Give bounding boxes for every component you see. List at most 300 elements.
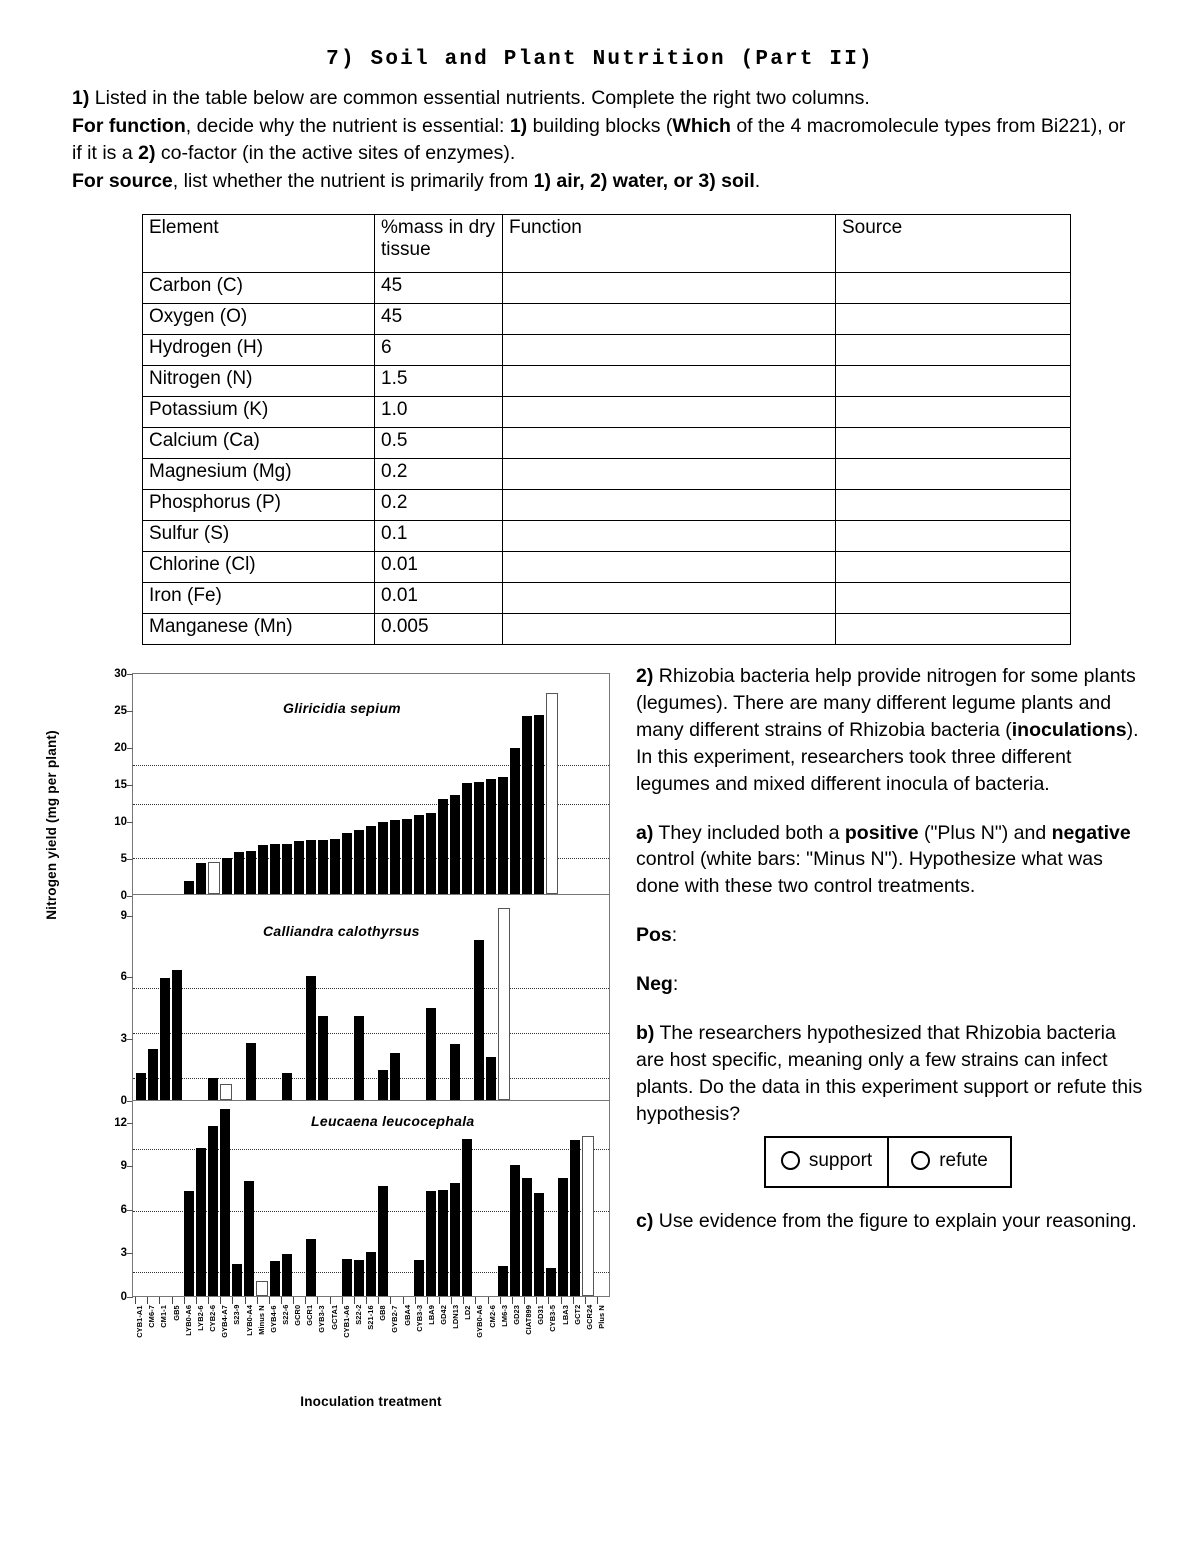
- bar: [354, 830, 364, 894]
- bar: [172, 970, 182, 1100]
- bar: [318, 840, 328, 894]
- x-tick-mark: [305, 1297, 315, 1304]
- cell-source[interactable]: [836, 365, 1071, 396]
- bar: [402, 819, 412, 894]
- x-tick-label: GB5: [171, 1305, 181, 1321]
- cell-source: [836, 427, 1071, 458]
- x-tick-mark: [245, 1297, 255, 1304]
- x-tick-mark: [475, 1297, 485, 1304]
- bar-group: [133, 674, 609, 894]
- bar: [366, 1252, 376, 1296]
- instruction-1-marker: 1): [72, 87, 90, 109]
- bar: [378, 822, 388, 894]
- positive-emphasis: positive: [844, 821, 919, 844]
- x-tick-mark: [536, 1297, 546, 1304]
- bar: [378, 1186, 388, 1296]
- bar: [256, 1281, 268, 1296]
- q2-text-a: Rhizobia bacteria help provide nitrogen for some plants (legumes). There are many different legume plants and many different strains of Rhizobia bacteria (: [636, 665, 1136, 741]
- bar: [450, 1183, 460, 1296]
- x-tick-mark: [220, 1297, 230, 1304]
- x-tick-mark: [232, 1297, 242, 1304]
- table-row: [143, 427, 1071, 458]
- x-tick-mark: [561, 1297, 571, 1304]
- x-tick-mark: [451, 1297, 461, 1304]
- x-tick-mark: [172, 1297, 182, 1304]
- bar: [246, 1043, 256, 1100]
- bar: [498, 1266, 508, 1296]
- bar: [232, 1264, 242, 1296]
- bar: [510, 1165, 520, 1296]
- x-tick-mark: [390, 1297, 400, 1304]
- neg-colon: :: [672, 973, 679, 996]
- bar: [184, 881, 194, 894]
- bar: [462, 1139, 472, 1296]
- bar: [306, 1239, 316, 1296]
- y-tick-label: 12: [114, 1116, 127, 1129]
- bar: [498, 908, 510, 1100]
- cell-mass: 45: [375, 272, 503, 303]
- x-tick-mark: [378, 1297, 388, 1304]
- bar: [366, 826, 376, 894]
- cell-mass: 0.2: [375, 458, 503, 489]
- x-axis-title: Inoculation treatment: [300, 1394, 442, 1409]
- x-tick-label: CYB1-A1: [135, 1305, 145, 1338]
- x-tick-mark: [330, 1297, 340, 1304]
- x-tick-label: LBA9: [426, 1305, 436, 1325]
- x-tick-mark: [463, 1297, 473, 1304]
- cell-function[interactable]: [503, 303, 836, 334]
- function-text-a: , decide why the nutrient is essential:: [185, 114, 510, 137]
- x-tick-mark: [573, 1297, 583, 1304]
- table-row: [143, 303, 1071, 334]
- instructions-block: [0, 85, 1200, 196]
- spacer-5: [636, 1188, 1148, 1208]
- x-tick-label: CYB2-6: [208, 1305, 218, 1332]
- bar: [270, 844, 280, 894]
- header-element: Element: [143, 214, 375, 272]
- table-body: [143, 272, 1071, 644]
- x-tick-label: GCT2: [572, 1305, 582, 1326]
- y-tick-label: 6: [120, 971, 127, 984]
- bar: [486, 779, 496, 894]
- x-tick-label: GD42: [439, 1305, 448, 1325]
- y-tick-label: 9: [120, 1160, 127, 1173]
- cell-mass: 0.1: [375, 520, 503, 551]
- qa-text-c: control (white bars: "Minus N"). Hypothesize what was done with these two control treatments.: [636, 848, 1103, 898]
- table-row: [143, 613, 1071, 644]
- cell-source: [836, 551, 1071, 582]
- x-tick-label: GCTA1: [329, 1305, 339, 1330]
- y-axis: [99, 668, 133, 902]
- x-tick-mark: [257, 1297, 267, 1304]
- x-tick-label: GCR24: [584, 1305, 594, 1331]
- choice-support[interactable]: [766, 1138, 887, 1186]
- question-2c: [636, 1208, 1148, 1235]
- instruction-line-3: [72, 168, 1130, 196]
- spacer-1: [636, 798, 1148, 820]
- x-tick-label: LYB0-A6: [183, 1305, 193, 1336]
- spacer-2: [636, 900, 1148, 922]
- chart-panel-2: [120, 895, 610, 1107]
- bar: [510, 748, 520, 894]
- y-tick-label: 0: [120, 1095, 127, 1107]
- for-source-label: For source: [72, 170, 173, 193]
- y-tick-label: 3: [120, 1247, 127, 1260]
- x-tick-label: LYB2-6: [195, 1305, 205, 1331]
- x-tick-mark: [524, 1297, 534, 1304]
- bar: [522, 1178, 532, 1296]
- bar: [222, 858, 232, 894]
- x-tick-label: LBA3: [560, 1305, 570, 1325]
- y-tick-label: 3: [120, 1033, 127, 1046]
- x-tick-label: LDN13: [451, 1305, 461, 1329]
- bar: [414, 1260, 424, 1296]
- x-tick-mark: [403, 1297, 413, 1304]
- bar: [258, 845, 268, 894]
- bar: [196, 1148, 206, 1296]
- cell-mass: 0.01: [375, 551, 503, 582]
- refute-label: refute: [939, 1149, 988, 1171]
- cell-element: Chlorine (Cl): [143, 551, 375, 582]
- bar: [342, 1259, 352, 1296]
- cell-function[interactable]: [503, 489, 836, 520]
- bar: [498, 777, 508, 894]
- bar: [184, 1191, 194, 1296]
- bar: [282, 844, 292, 894]
- x-tick-label: GYB4-A7: [220, 1305, 230, 1338]
- y-tick-label: 30: [114, 668, 127, 680]
- x-tick-label: GCR0: [293, 1305, 303, 1326]
- x-tick-label: CM1-1: [159, 1305, 169, 1328]
- inoculations-emphasis: inoculations: [1011, 718, 1127, 741]
- bar: [160, 978, 170, 1100]
- x-tick-mark: [488, 1297, 498, 1304]
- bar: [426, 1191, 436, 1296]
- table-row: [143, 334, 1071, 365]
- qa-text-b: ("Plus N") and: [918, 821, 1052, 844]
- bar: [570, 1140, 580, 1296]
- bar: [450, 795, 460, 894]
- table-row: [143, 458, 1071, 489]
- questions-column: [636, 663, 1148, 1235]
- cell-source: [836, 520, 1071, 551]
- cell-function[interactable]: [503, 365, 836, 396]
- source-options: 1) air, 2) water, or 3) soil: [533, 170, 755, 193]
- qa-marker: a): [636, 821, 654, 844]
- table-row: [143, 489, 1071, 520]
- bar: [462, 783, 472, 894]
- table-row: [143, 396, 1071, 427]
- x-tick-label: Plus N: [597, 1305, 607, 1329]
- cell-element: Calcium (Ca): [143, 427, 375, 458]
- x-tick-label: GB8: [378, 1305, 388, 1321]
- bar: [342, 833, 352, 894]
- y-tick-label: 5: [120, 853, 127, 865]
- x-axis-ticks: [132, 1297, 610, 1304]
- bar: [438, 1190, 448, 1296]
- qb-text: The researchers hypothesized that Rhizobia bacteria are host specific, meaning only a few strains can infect plants. Do the data in this experiment support or refute this hypothesis?: [636, 1022, 1143, 1125]
- x-tick-mark: [500, 1297, 510, 1304]
- page-title: 7) Soil and Plant Nutrition (Part II): [326, 48, 874, 71]
- x-tick-mark: [439, 1297, 449, 1304]
- table-row: [143, 582, 1071, 613]
- cell-source[interactable]: [836, 303, 1071, 334]
- y-tick-label: 20: [114, 742, 127, 754]
- table-row: [143, 520, 1071, 551]
- bar: [196, 863, 206, 894]
- nitrogen-yield-figure: [44, 655, 620, 1435]
- bar: [208, 1126, 218, 1296]
- cell-element: Oxygen (O): [143, 303, 375, 334]
- cell-mass: 6: [375, 334, 503, 365]
- cell-element: Phosphorus (P): [143, 489, 375, 520]
- x-tick-mark: [281, 1297, 291, 1304]
- cell-source[interactable]: [836, 272, 1071, 303]
- bar: [486, 1057, 496, 1100]
- spacer-3: [636, 949, 1148, 971]
- x-tick-mark: [269, 1297, 279, 1304]
- header-mass: %mass in dry tissue: [375, 214, 503, 272]
- pos-answer-line: [636, 922, 1148, 949]
- cell-mass: 1.0: [375, 396, 503, 427]
- qc-text: Use evidence from the figure to explain your reasoning.: [653, 1209, 1137, 1232]
- cell-source[interactable]: [836, 489, 1071, 520]
- instruction-line-2: [72, 113, 1130, 168]
- table-row: [143, 365, 1071, 396]
- choice-refute[interactable]: [887, 1138, 1010, 1186]
- cell-source: [836, 396, 1071, 427]
- cell-mass: 1.5: [375, 365, 503, 396]
- instruction-1-text: Listed in the table below are common essential nutrients. Complete the right two columns.: [89, 87, 870, 109]
- bar: [244, 1181, 254, 1296]
- x-tick-mark: [208, 1297, 218, 1304]
- bar: [354, 1260, 364, 1296]
- chart-panel-3: [114, 1101, 610, 1303]
- cell-mass: 0.5: [375, 427, 503, 458]
- bar: [282, 1254, 292, 1296]
- radio-circle-icon[interactable]: [911, 1151, 930, 1170]
- bar: [220, 1084, 232, 1100]
- cell-function: [503, 551, 836, 582]
- species-name: Calliandra calothyrsus: [263, 923, 420, 939]
- which-emphasis: Which: [672, 114, 731, 137]
- cell-mass: 0.005: [375, 613, 503, 644]
- x-tick-label: GD23: [511, 1305, 521, 1325]
- nutrient-table-wrapper: [0, 196, 1200, 645]
- instruction-line-1: [72, 85, 1130, 113]
- cell-source: [836, 613, 1071, 644]
- support-label: support: [808, 1149, 873, 1171]
- table-row: [143, 272, 1071, 303]
- chart-panel-1: [114, 668, 610, 902]
- species-name: Gliricidia sepium: [283, 700, 401, 716]
- x-tick-mark: [342, 1297, 352, 1304]
- species-name: Leucaena leucocephala: [311, 1113, 475, 1129]
- negative-emphasis: negative: [1051, 821, 1131, 844]
- x-tick-mark: [293, 1297, 303, 1304]
- lower-section: [0, 655, 1200, 1445]
- for-function-label: For function: [72, 114, 186, 137]
- x-tick-mark: [147, 1297, 157, 1304]
- pos-label: Pos: [636, 924, 672, 947]
- support-refute-box: [764, 1136, 1012, 1188]
- y-axis-label: Nitrogen yield (mg per plant): [44, 730, 59, 920]
- bar: [582, 1136, 594, 1296]
- x-tick-label: Minus N: [256, 1305, 266, 1335]
- y-tick-label: 10: [114, 816, 127, 828]
- y-tick-label: 0: [120, 1291, 127, 1303]
- bar: [414, 815, 424, 894]
- x-tick-mark: [585, 1297, 595, 1304]
- bar: [318, 1016, 328, 1100]
- x-tick-label: S22-6: [280, 1305, 290, 1326]
- x-tick-mark: [597, 1297, 607, 1304]
- plot-area: [120, 895, 610, 1107]
- function-text-b: building blocks (: [527, 114, 673, 137]
- source-text-a: , list whether the nutrient is primarily from: [172, 170, 534, 193]
- bar: [426, 813, 436, 894]
- x-tick-label: CYB1-A6: [341, 1305, 351, 1338]
- y-tick-label: 25: [114, 705, 127, 717]
- q2-marker: 2): [636, 665, 654, 687]
- x-tick-mark: [415, 1297, 425, 1304]
- bar: [234, 852, 244, 894]
- x-tick-mark: [159, 1297, 169, 1304]
- x-tick-label: S22-2: [353, 1305, 363, 1326]
- x-tick-label: LM6-3: [499, 1305, 509, 1327]
- cell-element: Potassium (K): [143, 396, 375, 427]
- function-marker-2: 2): [138, 142, 156, 165]
- cell-function: [503, 458, 836, 489]
- x-tick-label: CIAT899: [524, 1305, 534, 1335]
- x-tick-label: S21-16: [366, 1305, 376, 1330]
- bar: [558, 1178, 568, 1296]
- bar: [270, 1261, 280, 1296]
- x-tick-label: GYB4-6: [268, 1305, 278, 1333]
- cell-function[interactable]: [503, 334, 836, 365]
- y-axis: [99, 1101, 133, 1303]
- qa-text-a: They included both a: [653, 821, 845, 844]
- bar: [136, 1073, 146, 1100]
- cell-function: [503, 613, 836, 644]
- cell-function[interactable]: [503, 272, 836, 303]
- bar: [534, 715, 544, 894]
- cell-source: [836, 458, 1071, 489]
- x-tick-label: GD31: [536, 1305, 546, 1325]
- x-tick-mark: [512, 1297, 522, 1304]
- table-row: [143, 551, 1071, 582]
- x-tick-label: CM6-7: [147, 1305, 157, 1328]
- cell-function: [503, 520, 836, 551]
- cell-element: Carbon (C): [143, 272, 375, 303]
- y-axis: [99, 895, 133, 1107]
- cell-mass: 0.01: [375, 582, 503, 613]
- cell-function: [503, 427, 836, 458]
- cell-element: Magnesium (Mg): [143, 458, 375, 489]
- qb-marker: b): [636, 1022, 655, 1045]
- x-tick-mark: [354, 1297, 364, 1304]
- cell-source[interactable]: [836, 334, 1071, 365]
- spacer-4: [636, 998, 1148, 1020]
- cell-element: Manganese (Mn): [143, 613, 375, 644]
- header-source: Source: [836, 214, 1071, 272]
- qc-marker: c): [636, 1209, 654, 1232]
- bar: [306, 976, 316, 1100]
- neg-label: Neg: [636, 973, 673, 996]
- bar: [546, 1268, 556, 1296]
- y-tick-label: 6: [120, 1203, 127, 1216]
- x-tick-label: GYB0-A6: [475, 1305, 485, 1338]
- bar: [294, 841, 304, 894]
- x-tick-label: LD2: [463, 1305, 473, 1320]
- x-tick-mark: [317, 1297, 327, 1304]
- plot-area: [114, 1101, 610, 1303]
- question-2: [636, 663, 1148, 798]
- x-tick-label: S23-9: [232, 1305, 242, 1326]
- bar-group: [133, 895, 609, 1100]
- x-tick-label: GYB3-3: [317, 1305, 327, 1333]
- question-2a: [636, 820, 1148, 901]
- x-tick-mark: [427, 1297, 437, 1304]
- chart-panels: [114, 668, 610, 1409]
- nutrient-table: [142, 214, 1071, 645]
- x-tick-label: GYB2-7: [390, 1305, 400, 1333]
- x-tick-label: LYB0-A4: [244, 1305, 254, 1336]
- bar: [390, 820, 400, 894]
- function-marker-1: 1): [509, 114, 528, 137]
- y-tick-label: 0: [120, 890, 127, 902]
- cell-element: Iron (Fe): [143, 582, 375, 613]
- x-tick-mark: [366, 1297, 376, 1304]
- bar: [378, 1070, 388, 1100]
- x-axis-labels: [132, 1304, 610, 1382]
- x-tick-label: GBA4: [402, 1305, 412, 1326]
- cell-function: [503, 396, 836, 427]
- x-tick-mark: [196, 1297, 206, 1304]
- x-tick-label: CYB3-3: [414, 1305, 424, 1332]
- table-header-row: [143, 214, 1071, 272]
- x-tick-mark: [135, 1297, 145, 1304]
- plot-area: [114, 668, 610, 902]
- cell-element: Nitrogen (N): [143, 365, 375, 396]
- bar: [390, 1053, 400, 1100]
- x-tick-mark: [184, 1297, 194, 1304]
- function-text-c: of the 4 macromolecule types from Bi221), or if it is a: [72, 114, 1126, 165]
- bar: [474, 782, 484, 894]
- radio-circle-icon[interactable]: [781, 1151, 800, 1170]
- x-tick-label: CM2-6: [487, 1305, 497, 1328]
- bar: [438, 799, 448, 894]
- x-tick-label: CYB3-5: [548, 1305, 558, 1332]
- cell-source[interactable]: [836, 582, 1071, 613]
- bar: [534, 1193, 544, 1296]
- cell-function[interactable]: [503, 582, 836, 613]
- bar: [354, 1016, 364, 1100]
- cell-element: Sulfur (S): [143, 520, 375, 551]
- question-2b: [636, 1020, 1148, 1128]
- cell-mass: 0.2: [375, 489, 503, 520]
- header-function: Function: [503, 214, 836, 272]
- bar: [282, 1073, 292, 1100]
- function-text-d: co-factor (in the active sites of enzymes).: [155, 142, 516, 165]
- q2-text-b: ). In this experiment, researchers took three different legumes and mixed different inocula of bacteria.: [636, 718, 1139, 795]
- bar: [474, 940, 484, 1100]
- bar: [220, 1109, 230, 1296]
- bar: [522, 716, 532, 894]
- cell-element: Hydrogen (H): [143, 334, 375, 365]
- bar: [148, 1049, 158, 1101]
- source-text-b: .: [754, 170, 761, 193]
